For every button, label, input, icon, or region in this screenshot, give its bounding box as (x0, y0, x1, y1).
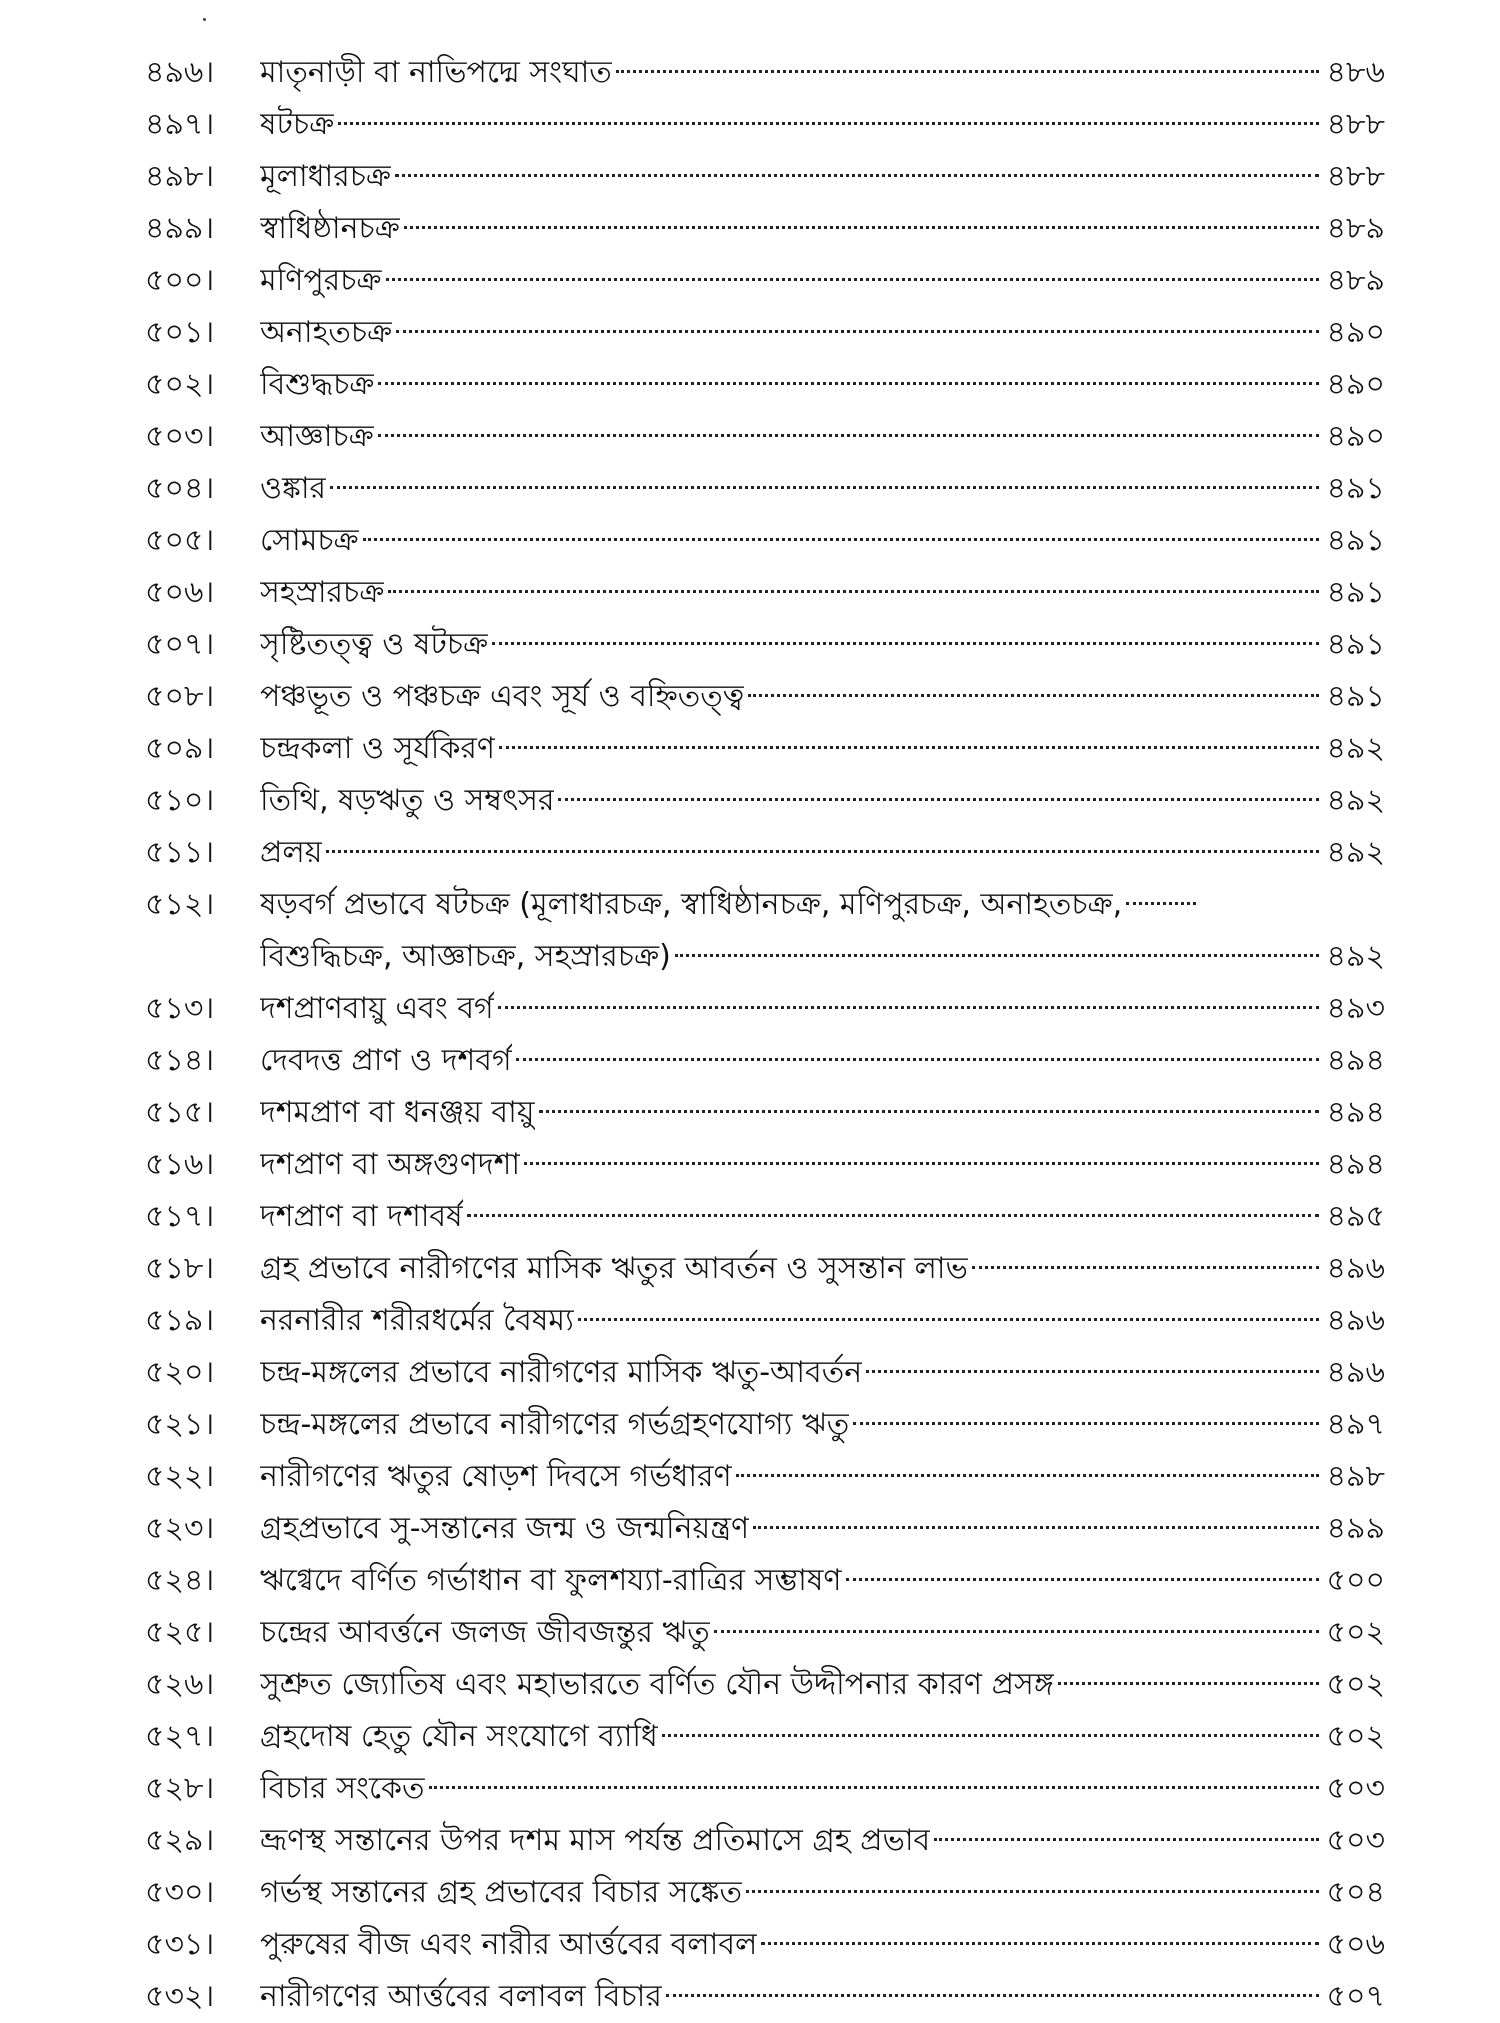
toc-entry (145, 47, 1385, 99)
toc-entry (145, 1711, 1385, 1763)
dot-leader (866, 1370, 1319, 1373)
entry-page-number: ৪৯৪ (1326, 1043, 1385, 1078)
toc-entry (145, 1191, 1385, 1243)
toc-entry (145, 619, 1385, 671)
dot-leader (753, 1526, 1319, 1529)
entry-page-number: ৫০২ (1326, 1719, 1385, 1754)
toc-entry (145, 1815, 1385, 1867)
entry-page-number: ৫০৪ (1326, 1875, 1385, 1910)
toc-entry (145, 1087, 1385, 1139)
entry-page-number: ৪৯৬ (1326, 1355, 1385, 1390)
entry-title: পঞ্চভূত ও পঞ্চচক্র এবং সূর্য ও বহ্নিতত্ত্ব (260, 679, 745, 714)
dot-leader (748, 694, 1319, 697)
toc-entry (145, 983, 1385, 1035)
entry-page-number: ৪৯৪ (1326, 1147, 1385, 1182)
toc-entry (145, 1555, 1385, 1607)
entry-page-number: ৫০৭ (1326, 1979, 1385, 2014)
entry-number: ৫১৫। (145, 1095, 215, 1130)
entry-page-number: ৪৯১ (1326, 575, 1385, 610)
dot-leader (429, 1786, 1320, 1789)
entry-page-number: ৪৯৬ (1326, 1303, 1385, 1338)
toc-entry (145, 1139, 1385, 1191)
entry-title: তিথি, ষড়ঋতু ও সম্বৎসর (260, 783, 555, 818)
dot-leader (378, 382, 1319, 385)
entry-page-number: ৫০৬ (1326, 1927, 1385, 1962)
entry-title: গর্ভস্থ সন্তানের গ্রহ প্রভাবের বিচার সঙ্কেত (260, 1875, 742, 1910)
toc-entry (145, 1919, 1385, 1971)
dot-leader (492, 642, 1319, 645)
dot-leader (396, 330, 1319, 333)
entry-page-number: ৪৮৬ (1326, 55, 1385, 90)
entry-number: ৫০৬। (145, 575, 215, 610)
entry-title-continued: বিশুদ্ধিচক্র, আজ্ঞাচক্র, সহস্রারচক্র) (260, 939, 671, 974)
toc-entry (145, 1867, 1385, 1919)
dot-leader (662, 1734, 1319, 1737)
entry-page-number: ৫০৩ (1326, 1771, 1385, 1806)
toc-entry (145, 1347, 1385, 1399)
toc-entry (145, 1503, 1385, 1555)
dot-leader (616, 70, 1319, 73)
entry-number: ৫১৭। (145, 1199, 215, 1234)
toc-entry (145, 1295, 1385, 1347)
dot-leader (853, 1422, 1319, 1425)
entry-page-number: ৪৯২ (1326, 939, 1385, 974)
entry-title: পুরুষের বীজ এবং নারীর আর্ত্তবের বলাবল (260, 1927, 758, 1962)
entry-number: ৪৯৯। (145, 211, 215, 246)
dot-leader (761, 1942, 1319, 1945)
entry-number: ৫১৬। (145, 1147, 215, 1182)
toc-entry (145, 1399, 1385, 1451)
entry-number: ৫৩১। (145, 1927, 215, 1962)
toc-entry (145, 827, 1385, 879)
toc-entry (145, 1659, 1385, 1711)
entry-number: ৫০৪। (145, 471, 215, 506)
entry-number: ৫০২। (145, 367, 215, 402)
entry-number: ৫২৫। (145, 1615, 215, 1650)
entry-page-number: ৪৯৩ (1326, 991, 1385, 1026)
dot-leader (714, 1630, 1319, 1633)
entry-page-number: ৪৮৮ (1326, 107, 1385, 142)
entry-number: ৫২৭। (145, 1719, 215, 1754)
toc-entry (145, 359, 1385, 411)
entry-page-number: ৪৯২ (1326, 783, 1385, 818)
entry-title: নরনারীর শরীরধর্মের বৈষম্য (260, 1303, 574, 1338)
entry-page-number: ৪৯০ (1326, 419, 1385, 454)
dot-leader (675, 954, 1319, 957)
entry-number: ৫২৪। (145, 1563, 215, 1598)
entry-number: ৫১২। (145, 887, 215, 922)
entry-title: বিচার সংকেত (260, 1771, 425, 1806)
entry-number: ৫০০। (145, 263, 215, 298)
dot-leader (578, 1318, 1319, 1321)
entry-page-number: ৪৯৯ (1326, 1511, 1385, 1546)
entry-title: চন্দ্রের আবর্ত্তনে জলজ জীবজন্তুর ঋতু (260, 1615, 710, 1650)
entry-number: ৫১০। (145, 783, 215, 818)
toc-entry (145, 723, 1385, 775)
entry-title: প্রলয় (260, 835, 323, 870)
entry-number: ৫১৮। (145, 1251, 215, 1286)
entry-title: চন্দ্রকলা ও সূর্যকিরণ (260, 731, 495, 766)
entry-title: মূলাধারচক্র (260, 159, 392, 194)
entry-title: চন্দ্র-মঙ্গলের প্রভাবে নারীগণের গর্ভগ্রহণযোগ্য ঋতু (260, 1407, 850, 1442)
dot-leader (539, 1110, 1320, 1113)
entry-number: ৫১৪। (145, 1043, 215, 1078)
entry-number: ৪৯৭। (145, 107, 215, 142)
dot-leader (524, 1162, 1319, 1165)
entry-number: ৫২৬। (145, 1667, 215, 1702)
dot-leader (1126, 902, 1196, 905)
entry-page-number: ৪৯৭ (1326, 1407, 1385, 1442)
entry-number: ৫২২। (145, 1459, 215, 1494)
dot-leader (498, 1006, 1319, 1009)
dot-leader (363, 538, 1319, 541)
dot-leader (558, 798, 1319, 801)
entry-number: ৫১৯। (145, 1303, 215, 1338)
toc-entry (145, 775, 1385, 827)
entry-number: ৫১১। (145, 835, 215, 870)
toc-entry (145, 1607, 1385, 1659)
toc-entry (145, 879, 1385, 931)
toc-entry (145, 1243, 1385, 1295)
entry-number: ৪৯৬। (145, 55, 215, 90)
entry-title: চন্দ্র-মঙ্গলের প্রভাবে নারীগণের মাসিক ঋতু-আবর্তন (260, 1355, 863, 1390)
entry-page-number: ৪৯৪ (1326, 1095, 1385, 1130)
entry-page-number: ৪৯১ (1326, 627, 1385, 662)
entry-page-number: ৪৯৫ (1326, 1199, 1385, 1234)
entry-page-number: ৪৯১ (1326, 471, 1385, 506)
entry-page-number: ৪৯৮ (1326, 1459, 1385, 1494)
toc-entry (145, 203, 1385, 255)
toc-entry (145, 411, 1385, 463)
entry-page-number: ৪৯০ (1326, 315, 1385, 350)
entry-page-number: ৪৮৯ (1326, 263, 1385, 298)
dot-leader (467, 1214, 1319, 1217)
entry-title: স্বাধিষ্ঠানচক্র (260, 211, 400, 246)
toc-entry (145, 151, 1385, 203)
entry-title: নারীগণের আর্ত্তবের বলাবল বিচার (260, 1979, 662, 2014)
entry-number: ৫০৭। (145, 627, 215, 662)
entry-number: ৫২৮। (145, 1771, 215, 1806)
entry-page-number: ৫০৩ (1326, 1823, 1385, 1858)
entry-number: ৫২১। (145, 1407, 215, 1442)
toc-entry (145, 99, 1385, 151)
entry-number: ৫০৩। (145, 419, 215, 454)
entry-title: গ্রহদোষ হেতু যৌন সংযোগে ব্যাধি (260, 1719, 658, 1754)
dot-leader (666, 1994, 1319, 1997)
entry-title: মাতৃনাড়ী বা নাভিপদ্মে সংঘাত (260, 55, 612, 90)
entry-title: সোমচক্র (260, 523, 359, 558)
entry-title: নারীগণের ঋতুর ষোড়শ দিবসে গর্ভধারণ (260, 1459, 732, 1494)
entry-title: ষড়বর্গ প্রভাবে ষটচক্র (মূলাধারচক্র, স্বাধিষ্ঠানচক্র, মণিপুরচক্র, অনাহতচক্র, (260, 887, 1123, 922)
dot-leader (972, 1266, 1319, 1269)
entry-title: সহস্রারচক্র (260, 575, 385, 610)
toc-entry (145, 1035, 1385, 1087)
entry-number: ৫০১। (145, 315, 215, 350)
entry-title: দশপ্রাণ বা অঙ্গগুণদশা (260, 1147, 521, 1182)
entry-number: ৫০৮। (145, 679, 215, 714)
toc-entry (145, 255, 1385, 307)
dot-leader (499, 746, 1319, 749)
entry-title: দশমপ্রাণ বা ধনঞ্জয় বায়ু (260, 1095, 535, 1130)
dot-leader (330, 486, 1319, 489)
entry-title: ষটচক্র (260, 107, 335, 142)
dot-leader (1058, 1682, 1319, 1685)
toc-entry (145, 567, 1385, 619)
toc-entry (145, 1763, 1385, 1815)
entry-page-number: ৪৯০ (1326, 367, 1385, 402)
entry-page-number: ৪৯১ (1326, 523, 1385, 558)
toc-entry (145, 671, 1385, 723)
entry-number: ৫১৩। (145, 991, 215, 1026)
entry-number: ৫২০। (145, 1355, 215, 1390)
entry-page-number: ৫০২ (1326, 1667, 1385, 1702)
dot-leader (338, 122, 1319, 125)
ink-speck (203, 18, 206, 21)
dot-leader (326, 850, 1319, 853)
entry-title: দেবদত্ত প্রাণ ও দশবর্গ (260, 1043, 512, 1078)
entry-title: বিশুদ্ধচক্র (260, 367, 375, 402)
toc-entry (145, 307, 1385, 359)
dot-leader (388, 590, 1319, 593)
entry-title: মণিপুরচক্র (260, 263, 382, 298)
entry-page-number: ৫০০ (1326, 1563, 1385, 1598)
dot-leader (746, 1890, 1319, 1893)
entry-title: গ্রহ প্রভাবে নারীগণের মাসিক ঋতুর আবর্তন ও সুসন্তান লাভ (260, 1251, 968, 1286)
dot-leader (934, 1838, 1319, 1841)
entry-title: দশপ্রাণ বা দশাবর্ষ (260, 1199, 463, 1234)
entry-page-number: ৪৮৯ (1326, 211, 1385, 246)
entry-number: ৫০৫। (145, 523, 215, 558)
table-of-contents (145, 47, 1385, 2023)
entry-page-number: ৪৯২ (1326, 835, 1385, 870)
entry-page-number: ৪৯৬ (1326, 1251, 1385, 1286)
dot-leader (395, 174, 1319, 177)
dot-leader (736, 1474, 1319, 1477)
toc-entry (145, 1451, 1385, 1503)
entry-title: দশপ্রাণবায়ু এবং বর্গ (260, 991, 494, 1026)
entry-number: ৫০৯। (145, 731, 215, 766)
entry-title: অনাহতচক্র (260, 315, 393, 350)
toc-entry-continuation (145, 931, 1385, 983)
entry-page-number: ৫০২ (1326, 1615, 1385, 1650)
entry-title: ওঙ্কার (260, 471, 327, 506)
entry-number: ৪৯৮। (145, 159, 215, 194)
entry-title: আজ্ঞাচক্র (260, 419, 374, 454)
entry-page-number: ৪৯১ (1326, 679, 1385, 714)
entry-page-number: ৪৯২ (1326, 731, 1385, 766)
entry-title: গ্রহপ্রভাবে সু-সন্তানের জন্ম ও জন্মনিয়ন্ত্রণ (260, 1511, 750, 1546)
entry-title: সৃষ্টিতত্ত্ব ও ষটচক্র (260, 627, 489, 662)
entry-number: ৫৩০। (145, 1875, 215, 1910)
dot-leader (378, 434, 1319, 437)
toc-entry (145, 463, 1385, 515)
toc-entry (145, 515, 1385, 567)
entry-title: ঋগ্বেদে বর্ণিত গর্ভাধান বা ফুলশয্যা-রাত্রির সম্ভাষণ (260, 1563, 842, 1598)
dot-leader (846, 1578, 1320, 1581)
toc-entry (145, 1971, 1385, 2023)
entry-number: ৫২৩। (145, 1511, 215, 1546)
entry-title: সুশ্রুত জ্যোতিষ এবং মহাভারতে বর্ণিত যৌন উদ্দীপনার কারণ প্রসঙ্গ (260, 1667, 1054, 1702)
dot-leader (516, 1058, 1319, 1061)
entry-number: ৫২৯। (145, 1823, 215, 1858)
entry-page-number: ৪৮৮ (1326, 159, 1385, 194)
entry-number: ৫৩২। (145, 1979, 215, 2014)
entry-title: ভ্রূণস্থ সন্তানের উপর দশম মাস পর্যন্ত প্রতিমাসে গ্রহ প্রভাব (260, 1823, 931, 1858)
dot-leader (404, 226, 1319, 229)
dot-leader (386, 278, 1319, 281)
